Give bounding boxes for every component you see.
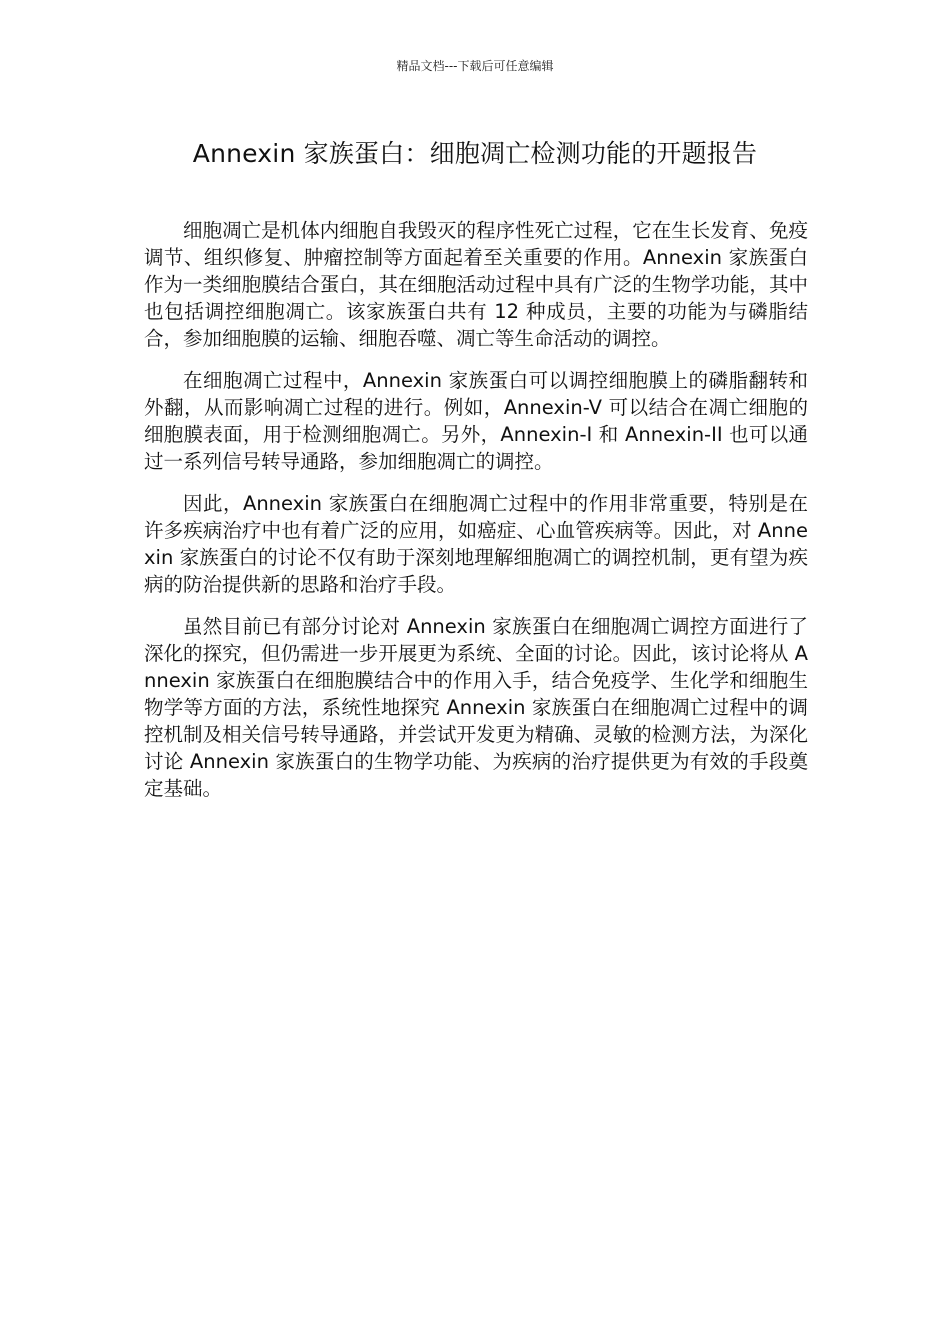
body-paragraph: 细胞凋亡是机体内细胞自我毁灭的程序性死亡过程，它在生长发育、免疫调节、组织修复、肿瘤控制等方面起着至关重要的作用。Annexin 家族蛋白作为一类细胞膜结合蛋白，其在细胞活动过程中具有广泛的生物学功能，其中也包括调控细胞凋亡。该家族蛋白共有 12 种成员，主要的功能为与磷脂结合，参加细胞膜的运输、细胞吞噬、凋亡等生命活动的调控。 — [144, 219, 808, 350]
body-paragraph: 在细胞凋亡过程中，Annexin 家族蛋白可以调控细胞膜上的磷脂翻转和外翻，从而影响凋亡过程的进行。例如，Annexin-V 可以结合在凋亡细胞的细胞膜表面，用于检测细胞凋亡。另外，Annexin-I 和 Annexin-II 也可以通过一系列信号转导通路，参加细胞凋亡的调控。 — [144, 369, 808, 473]
document-body — [144, 217, 808, 817]
page-header-note: 精品文档---下载后可任意编辑 — [396, 59, 554, 73]
body-paragraph: 因此，Annexin 家族蛋白在细胞凋亡过程中的作用非常重要，特别是在许多疾病治疗中也有着广泛的应用，如癌症、心血管疾病等。因此，对 Annexin 家族蛋白的讨论不仅有助于深刻地理解细胞凋亡的调控机制，更有望为疾病的防治提供新的思路和治疗手段。 — [144, 492, 808, 596]
body-paragraph: 虽然目前已有部分讨论对 Annexin 家族蛋白在细胞凋亡调控方面进行了深化的探究，但仍需进一步开展更为系统、全面的讨论。因此，该讨论将从 Annexin 家族蛋白在细胞膜结合中的作用入手，结合免疫学、生化学和细胞生物学等方面的方法，系统性地探究 Annexin 家族蛋白在细胞凋亡过程中的调控机制及相关信号转导通路，并尝试开发更为精确、灵敏的检测方法，为深化讨论 Annexin 家族蛋白的生物学功能、为疾病的治疗提供更为有效的手段奠定基础。 — [144, 615, 808, 800]
document-title: Annexin 家族蛋白：细胞凋亡检测功能的开题报告 — [192, 139, 758, 168]
